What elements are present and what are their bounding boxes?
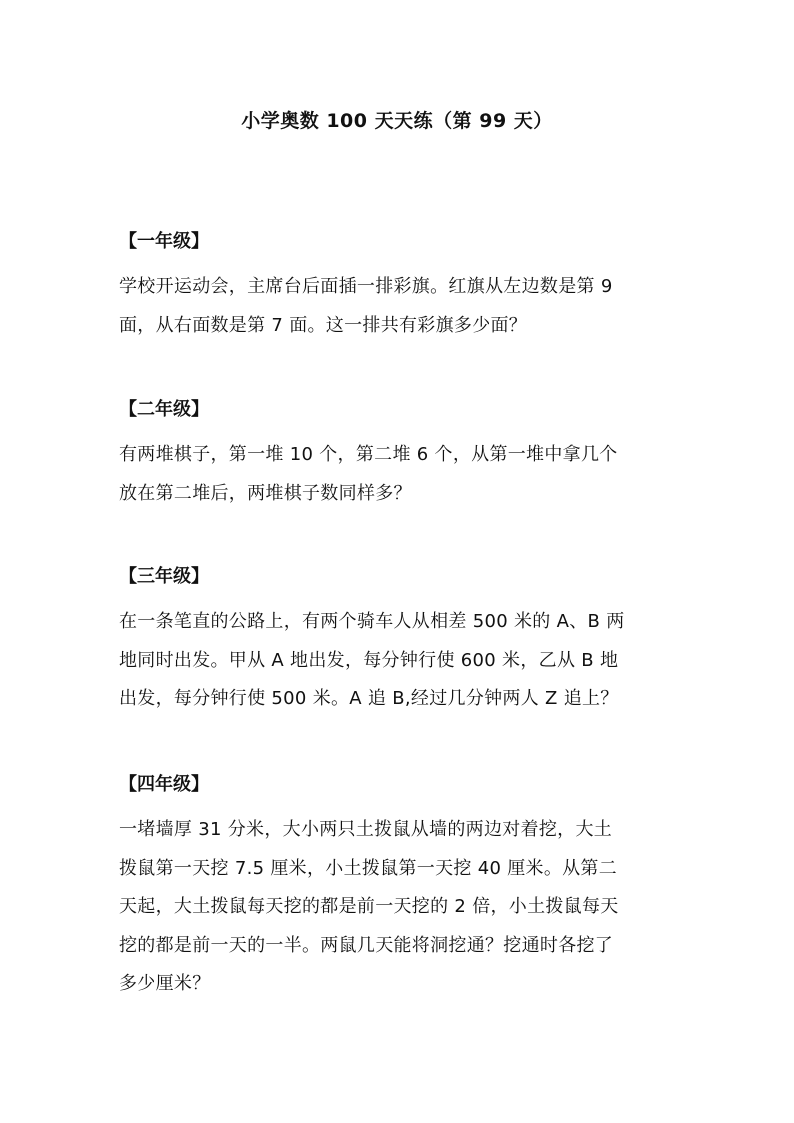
section-grade-2 xyxy=(119,398,675,513)
problem-line: 出发，每分钟行使 500 米。A 追 B,经过几分钟两人 Z 追上？ xyxy=(119,688,619,709)
problem-line: 面，从右面数是第 7 面。这一排共有彩旗多少面？ xyxy=(119,314,528,336)
problem-line: 一堵墙厚 31 分米，大小两只土拨鼠从墙的两边对着挖，大土 xyxy=(119,819,613,840)
problem-text xyxy=(119,436,675,513)
problem-line: 天起，大土拨鼠每天挖的都是前一天挖的 2 倍，小土拨鼠每天 xyxy=(119,896,619,917)
problem-line: 学校开运动会，主席台后面插一排彩旗。红旗从左边数是第 9 xyxy=(119,276,613,297)
section-grade-4 xyxy=(119,773,675,1004)
section-grade-1 xyxy=(119,230,675,345)
problem-text xyxy=(119,268,675,345)
problem-line: 地同时出发。甲从 A 地出发，每分钟行使 600 米，乙从 B 地 xyxy=(119,649,619,671)
problem-line: 拨鼠第一天挖 7.5 厘米，小土拨鼠第一天挖 40 厘米。从第二 xyxy=(119,857,618,879)
problem-text xyxy=(119,603,675,719)
problem-line: 多少厘米？ xyxy=(119,973,211,994)
problem-line: 挖的都是前一天的一半。两鼠几天能将洞挖通？挖通时各挖了 xyxy=(119,934,614,956)
grade-heading: 【二年级】 xyxy=(119,399,209,420)
grade-heading: 【四年级】 xyxy=(119,774,209,795)
problem-line: 有两堆棋子，第一堆 10 个，第二堆 6 个，从第一堆中拿几个 xyxy=(119,444,618,465)
problem-line: 在一条笔直的公路上，有两个骑车人从相差 500 米的 A、B 两 xyxy=(119,611,625,632)
grade-heading: 【三年级】 xyxy=(119,566,209,587)
section-grade-3 xyxy=(119,565,675,719)
problem-text xyxy=(119,811,675,1004)
grade-heading: 【一年级】 xyxy=(119,231,209,252)
page-title: 小学奥数 100 天天练（第 99 天） xyxy=(241,110,553,132)
problem-line: 放在第二堆后，两堆棋子数同样多？ xyxy=(119,482,412,504)
